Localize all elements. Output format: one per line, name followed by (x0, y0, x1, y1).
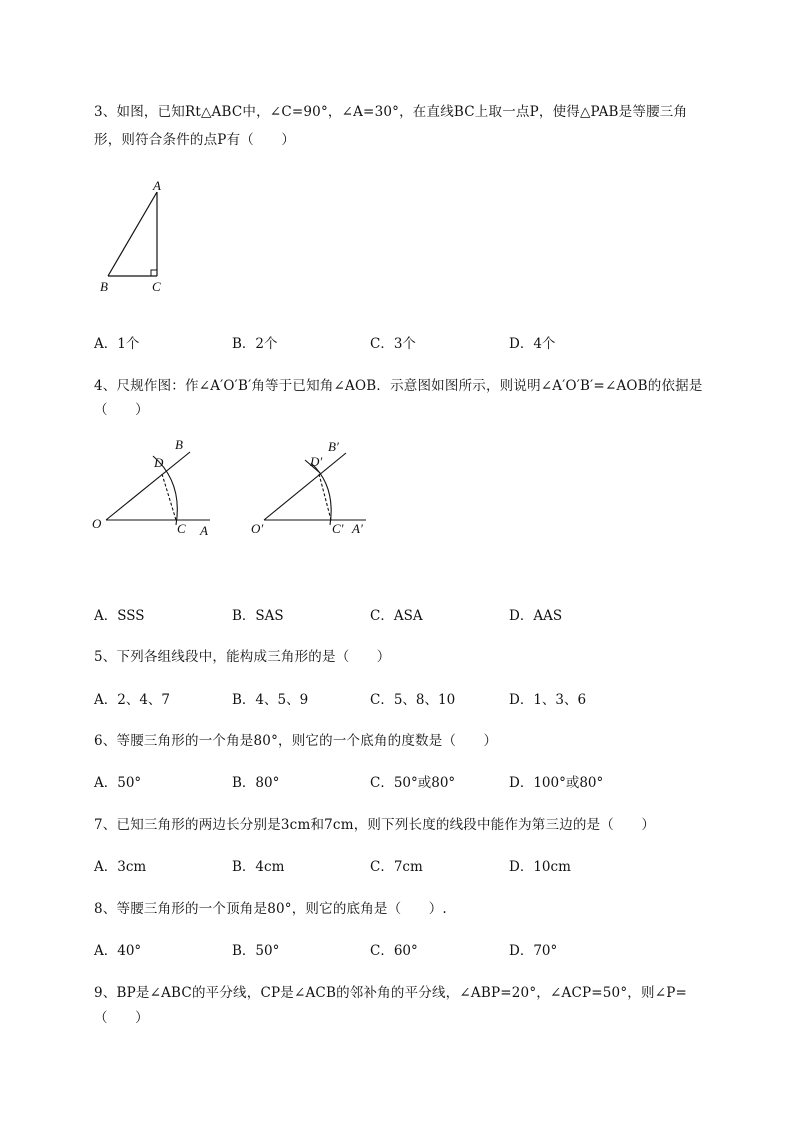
q5-text-line-1: 5、下列各组线段中，能构成三角形的是（ ） (94, 649, 391, 665)
q8-option-d[interactable]: D．70° (509, 943, 558, 959)
q5-option-c[interactable]: C．5、8、10 (370, 692, 456, 708)
q9-text-line-1: 9、BP是∠ABC的平分线，CP是∠ACB的邻补角的平分线，∠ABP=20°，∠ACP=50°，则∠P= (94, 985, 688, 1001)
q3-label-a: A (153, 178, 161, 193)
q3-option-b[interactable]: B．2个 (232, 336, 278, 352)
q4-right-label-b: B′ (328, 439, 339, 454)
q4-left-label-b: B (175, 437, 183, 452)
q4-left-label-a: A (200, 523, 208, 538)
q6-text-line-1: 6、等腰三角形的一个角是80°，则它的一个底角的度数是（ ） (94, 733, 498, 749)
q8-option-c[interactable]: C．60° (370, 943, 418, 959)
q7-option-b[interactable]: B．4cm (232, 859, 285, 875)
q4-right-label-c: C′ (332, 521, 344, 536)
q3-option-d[interactable]: D．4个 (509, 336, 556, 352)
q4-option-b[interactable]: B．SAS (232, 608, 284, 624)
q4-left-label-o: O (92, 516, 102, 531)
q5-option-a[interactable]: A．2、4、7 (94, 692, 171, 708)
q7-option-a[interactable]: A．3cm (94, 859, 147, 875)
q6-option-c[interactable]: C．50°或80° (370, 775, 456, 791)
q4-option-c[interactable]: C．ASA (370, 608, 423, 624)
q3-label-c: C (152, 279, 161, 294)
q4-left-label-c: C (177, 521, 186, 536)
q4-option-d[interactable]: D．AAS (509, 608, 563, 624)
q8-text-line-1: 8、等腰三角形的一个顶角是80°，则它的底角是（ ）. (94, 901, 447, 917)
q5-option-d[interactable]: D．1、3、6 (509, 692, 587, 708)
q3-label-b: B (100, 279, 108, 294)
q4-text-line-2: （ ） (94, 402, 149, 418)
q7-text-line-1: 7、已知三角形的两边长分别是3cm和7cm，则下列长度的线段中能作为第三边的是（ ） (94, 817, 656, 833)
q4-right-label-o: O′ (251, 521, 264, 536)
q4-left-label-d: D (154, 455, 164, 470)
q6-option-a[interactable]: A．50° (94, 775, 142, 791)
q8-option-a[interactable]: A．40° (94, 943, 142, 959)
q9-text-line-2: （ ） (94, 1010, 149, 1026)
q4-right-label-d: D′ (310, 454, 323, 469)
q5-option-b[interactable]: B．4、5、9 (232, 692, 309, 708)
q7-option-c[interactable]: C．7cm (370, 859, 423, 875)
q3-text-line-2: 形，则符合条件的点P有（ ） (94, 132, 296, 148)
q4-right-label-a: A′ (352, 521, 363, 536)
q3-text-line-1: 3、如图，已知Rt△ABC中，∠C=90°，∠A=30°，在直线BC上取一点P，使得△PAB是等腰三角 (94, 104, 688, 120)
q3-option-a[interactable]: A．1个 (94, 336, 140, 352)
q4-option-a[interactable]: A．SSS (94, 608, 145, 624)
q4-text-line-1: 4、尺规作图：作∠A′O′B′角等于已知角∠AOB．示意图如图所示，则说明∠A′O′B′=∠AOB的依据是 (94, 378, 703, 394)
q6-option-b[interactable]: B．80° (232, 775, 280, 791)
q3-option-c[interactable]: C．3个 (370, 336, 416, 352)
q8-option-b[interactable]: B．50° (232, 943, 280, 959)
q7-option-d[interactable]: D．10cm (509, 859, 571, 875)
q6-option-d[interactable]: D．100°或80° (509, 775, 604, 791)
